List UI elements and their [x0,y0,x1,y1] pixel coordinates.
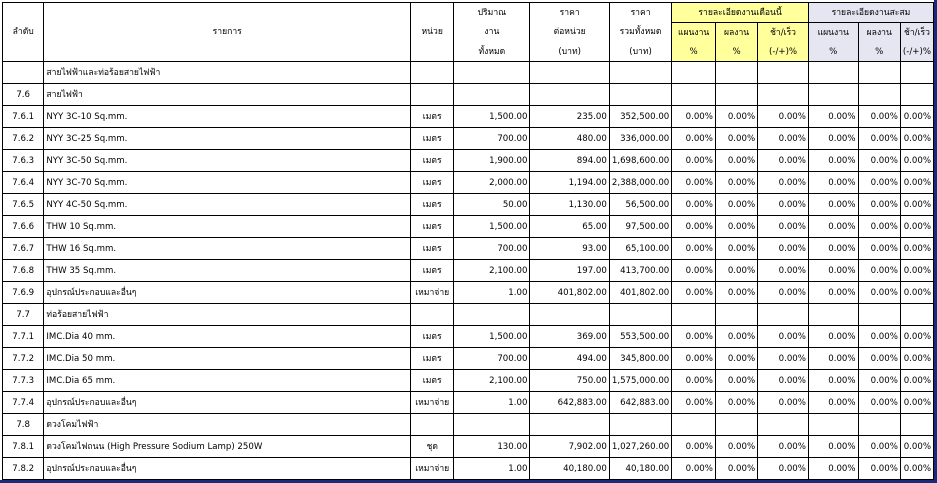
empty-cell [454,414,530,436]
month-diff-cell: 0.00% [758,260,809,282]
month-result-cell: 0.00% [715,326,757,348]
header-unit: หน่วย [411,3,454,62]
qty-cell: 2,100.00 [454,260,530,282]
header-price-3: (บาท) [530,42,609,62]
row-number: 7.6.3 [3,150,44,172]
row-number: 7.8 [3,414,44,436]
empty-cell [900,414,933,436]
month-plan-cell: 0.00% [672,348,716,370]
unit-price-cell: 1,130.00 [530,194,609,216]
month-plan-cell: 0.00% [672,238,716,260]
unit-price-cell: 7,902.00 [530,436,609,458]
row-number: 7.7.3 [3,370,44,392]
month-result-cell: 0.00% [715,370,757,392]
item-name: NYY 3C-70 Sq.mm. [44,172,411,194]
qty-cell: 1.00 [454,392,530,414]
cum-diff-cell: 0.00% [900,238,933,260]
month-diff-cell: 0.00% [758,106,809,128]
unit-cell: ชุด [411,436,454,458]
month-plan-cell: 0.00% [672,326,716,348]
cum-result-cell: 0.00% [858,458,900,480]
row-number: 7.7 [3,304,44,326]
month-plan-cell: 0.00% [672,172,716,194]
qty-cell: 1.00 [454,282,530,304]
qty-cell: 2,000.00 [454,172,530,194]
item-name: NYY 3C-10 Sq.mm. [44,106,411,128]
unit-price-cell: 480.00 [530,128,609,150]
group-row [3,84,934,106]
empty-cell [411,414,454,436]
unit-cell: เหมาจ่าย [411,458,454,480]
group-title: ท่อร้อยสายไฟฟ้า [44,304,411,326]
item-name: IMC.Dia 50 mm. [44,348,411,370]
item-name: IMC.Dia 65 mm. [44,370,411,392]
month-diff-cell: 0.00% [758,216,809,238]
total-price-cell: 1,698,600.00 [609,150,671,172]
header-qty-2: งาน [454,23,530,43]
empty-cell [411,304,454,326]
qty-cell: 1.00 [454,458,530,480]
cum-plan-cell: 0.00% [808,128,858,150]
item-name: อุปกรณ์ประกอบและอื่นๆ [44,282,411,304]
month-plan-cell: 0.00% [672,128,716,150]
empty-cell [411,84,454,106]
cum-result-cell: 0.00% [858,282,900,304]
total-price-cell: 1,575,000.00 [609,370,671,392]
table-row [3,172,934,194]
cum-result-cell: 0.00% [858,260,900,282]
item-name: NYY 3C-25 Sq.mm. [44,128,411,150]
header-cum-plan-pct: % [808,42,858,62]
header-total-1: ราคา [609,3,671,23]
item-name: IMC.Dia 40 mm. [44,326,411,348]
table-row [3,238,934,260]
cum-diff-cell: 0.00% [900,172,933,194]
header-month-diff-pct: (-/+)% [758,42,809,62]
row-number: 7.8.2 [3,458,44,480]
empty-cell [900,84,933,106]
total-price-cell: 401,802.00 [609,282,671,304]
empty-cell [715,304,757,326]
total-price-cell: 352,500.00 [609,106,671,128]
group-row [3,304,934,326]
empty-cell [454,84,530,106]
month-diff-cell: 0.00% [758,172,809,194]
item-name: อุปกรณ์ประกอบและอื่นๆ [44,458,411,480]
month-diff-cell: 0.00% [758,436,809,458]
table-row [3,260,934,282]
qty-cell: 130.00 [454,436,530,458]
cum-diff-cell: 0.00% [900,458,933,480]
empty-cell [758,304,809,326]
cum-result-cell: 0.00% [858,216,900,238]
month-diff-cell: 0.00% [758,238,809,260]
header-item: รายการ [44,3,411,62]
empty-cell [715,84,757,106]
month-result-cell: 0.00% [715,194,757,216]
cum-plan-cell: 0.00% [808,392,858,414]
table-row [3,282,934,304]
cum-plan-cell: 0.00% [808,216,858,238]
month-result-cell: 0.00% [715,348,757,370]
cum-diff-cell: 0.00% [900,128,933,150]
unit-price-cell: 197.00 [530,260,609,282]
unit-price-cell: 894.00 [530,150,609,172]
header-cum-plan: แผนงาน [808,23,858,43]
unit-cell: เมตร [411,326,454,348]
cum-result-cell: 0.00% [858,238,900,260]
header-month-result: ผลงาน [715,23,757,43]
unit-price-cell: 494.00 [530,348,609,370]
month-result-cell: 0.00% [715,216,757,238]
progress-table [2,2,934,480]
unit-cell: เมตร [411,348,454,370]
month-diff-cell: 0.00% [758,282,809,304]
total-price-cell: 65,100.00 [609,238,671,260]
month-result-cell: 0.00% [715,128,757,150]
empty-cell [530,304,609,326]
cum-diff-cell: 0.00% [900,194,933,216]
month-diff-cell: 0.00% [758,392,809,414]
table-row [3,194,934,216]
header-cum-diff-pct: (-/+)% [900,42,933,62]
unit-price-cell: 369.00 [530,326,609,348]
total-price-cell: 1,027,260.00 [609,436,671,458]
empty-cell [609,304,671,326]
cum-result-cell: 0.00% [858,106,900,128]
month-diff-cell: 0.00% [758,348,809,370]
header-cum-result-pct: % [858,42,900,62]
table-row [3,128,934,150]
cum-result-cell: 0.00% [858,172,900,194]
unit-price-cell: 40,180.00 [530,458,609,480]
header-month-plan-pct: % [672,42,716,62]
item-name: ดวงโคมไฟถนน (High Pressure Sodium Lamp) 250W [44,436,411,458]
empty-cell [454,304,530,326]
cum-plan-cell: 0.00% [808,326,858,348]
item-name: THW 35 Sq.mm. [44,260,411,282]
table-row [3,458,934,480]
unit-price-cell: 642,883.00 [530,392,609,414]
unit-price-cell: 401,802.00 [530,282,609,304]
empty-cell [609,414,671,436]
table-row [3,326,934,348]
cum-plan-cell: 0.00% [808,458,858,480]
month-plan-cell: 0.00% [672,458,716,480]
cum-result-cell: 0.00% [858,150,900,172]
row-number: 7.6 [3,84,44,106]
empty-cell [808,84,858,106]
table-row [3,106,934,128]
cum-diff-cell: 0.00% [900,106,933,128]
qty-cell: 700.00 [454,348,530,370]
row-number: 7.6.5 [3,194,44,216]
cum-result-cell: 0.00% [858,392,900,414]
unit-cell: เมตร [411,106,454,128]
qty-cell: 1,500.00 [454,106,530,128]
month-result-cell: 0.00% [715,150,757,172]
empty-cell [808,304,858,326]
month-result-cell: 0.00% [715,260,757,282]
empty-cell [858,84,900,106]
qty-cell: 1,500.00 [454,216,530,238]
row-number: 7.6.6 [3,216,44,238]
header-month-plan: แผนงาน [672,23,716,43]
month-diff-cell: 0.00% [758,128,809,150]
row-number: 7.6.7 [3,238,44,260]
cum-diff-cell: 0.00% [900,392,933,414]
row-number: 7.8.1 [3,436,44,458]
qty-cell: 50.00 [454,194,530,216]
qty-cell: 700.00 [454,128,530,150]
total-price-cell: 40,180.00 [609,458,671,480]
month-plan-cell: 0.00% [672,106,716,128]
table-row [3,436,934,458]
cum-diff-cell: 0.00% [900,436,933,458]
month-result-cell: 0.00% [715,238,757,260]
table-row [3,370,934,392]
cum-diff-cell: 0.00% [900,260,933,282]
cum-plan-cell: 0.00% [808,238,858,260]
header-qty-3: ทั้งหมด [454,42,530,62]
unit-cell: เมตร [411,172,454,194]
header-cum-result: ผลงาน [858,23,900,43]
cum-result-cell: 0.00% [858,326,900,348]
month-diff-cell: 0.00% [758,370,809,392]
unit-cell: เมตร [411,238,454,260]
month-result-cell: 0.00% [715,458,757,480]
empty-cell [758,84,809,106]
total-price-cell: 553,500.00 [609,326,671,348]
month-plan-cell: 0.00% [672,260,716,282]
month-diff-cell: 0.00% [758,150,809,172]
item-name: NYY 3C-50 Sq.mm. [44,150,411,172]
empty-cell [530,414,609,436]
cum-diff-cell: 0.00% [900,216,933,238]
total-price-cell: 336,000.00 [609,128,671,150]
qty-cell: 1,900.00 [454,150,530,172]
month-plan-cell: 0.00% [672,392,716,414]
unit-cell: เหมาจ่าย [411,282,454,304]
month-diff-cell: 0.00% [758,326,809,348]
qty-cell: 1,500.00 [454,326,530,348]
empty-cell [758,414,809,436]
table-row [3,216,934,238]
row-number: 7.6.8 [3,260,44,282]
total-price-cell: 56,500.00 [609,194,671,216]
cum-result-cell: 0.00% [858,348,900,370]
header-month-result-pct: % [715,42,757,62]
header-qty-1: ปริมาณ [454,3,530,23]
item-name: THW 16 Sq.mm. [44,238,411,260]
group-row [3,414,934,436]
cum-diff-cell: 0.00% [900,150,933,172]
empty-cell [672,304,716,326]
total-price-cell: 2,388,000.00 [609,172,671,194]
cum-plan-cell: 0.00% [808,194,858,216]
section-row [3,62,934,84]
row-number: 7.7.1 [3,326,44,348]
qty-cell: 2,100.00 [454,370,530,392]
header-no: ลำดับ [3,3,44,62]
total-price-cell: 97,500.00 [609,216,671,238]
cum-result-cell: 0.00% [858,370,900,392]
month-plan-cell: 0.00% [672,282,716,304]
empty-cell [808,414,858,436]
cum-plan-cell: 0.00% [808,106,858,128]
month-plan-cell: 0.00% [672,150,716,172]
unit-price-cell: 93.00 [530,238,609,260]
unit-cell: เมตร [411,216,454,238]
total-price-cell: 345,800.00 [609,348,671,370]
unit-price-cell: 1,194.00 [530,172,609,194]
header-cum-diff: ช้า/เร็ว [900,23,933,43]
unit-price-cell: 750.00 [530,370,609,392]
cum-plan-cell: 0.00% [808,436,858,458]
unit-cell: เมตร [411,194,454,216]
header-price-1: ราคา [530,3,609,23]
empty-cell [858,414,900,436]
unit-cell: เหมาจ่าย [411,392,454,414]
table-row [3,150,934,172]
cum-diff-cell: 0.00% [900,348,933,370]
table-row [3,392,934,414]
row-number: 7.6.9 [3,282,44,304]
cum-plan-cell: 0.00% [808,348,858,370]
cum-plan-cell: 0.00% [808,282,858,304]
header-total-3: (บาท) [609,42,671,62]
month-plan-cell: 0.00% [672,436,716,458]
unit-price-cell: 235.00 [530,106,609,128]
cum-result-cell: 0.00% [858,128,900,150]
qty-cell: 700.00 [454,238,530,260]
row-number: 7.6.4 [3,172,44,194]
month-result-cell: 0.00% [715,392,757,414]
section-title: สายไฟฟ้าและท่อร้อยสายไฟฟ้า [44,62,411,84]
month-result-cell: 0.00% [715,172,757,194]
unit-cell: เมตร [411,150,454,172]
cum-result-cell: 0.00% [858,436,900,458]
cum-plan-cell: 0.00% [808,370,858,392]
empty-cell [900,304,933,326]
cum-diff-cell: 0.00% [900,282,933,304]
month-diff-cell: 0.00% [758,194,809,216]
table-row [3,348,934,370]
header-group-month: รายละเอียดงานเดือนนี้ [672,3,809,23]
empty-cell [715,414,757,436]
item-name: THW 10 Sq.mm. [44,216,411,238]
total-price-cell: 642,883.00 [609,392,671,414]
empty-cell [858,304,900,326]
cum-plan-cell: 0.00% [808,172,858,194]
month-plan-cell: 0.00% [672,370,716,392]
month-result-cell: 0.00% [715,106,757,128]
unit-cell: เมตร [411,260,454,282]
month-diff-cell: 0.00% [758,458,809,480]
header-group-cumulative: รายละเอียดงานสะสม [808,3,933,23]
month-plan-cell: 0.00% [672,216,716,238]
empty-cell [672,84,716,106]
item-name: NYY 4C-50 Sq.mm. [44,194,411,216]
cum-plan-cell: 0.00% [808,150,858,172]
header-month-diff: ช้า/เร็ว [758,23,809,43]
unit-price-cell: 65.00 [530,216,609,238]
unit-cell: เมตร [411,370,454,392]
cum-result-cell: 0.00% [858,194,900,216]
cum-plan-cell: 0.00% [808,260,858,282]
row-number: 7.7.2 [3,348,44,370]
row-number: 7.6.1 [3,106,44,128]
cum-diff-cell: 0.00% [900,370,933,392]
row-number: 7.7.4 [3,392,44,414]
unit-cell: เมตร [411,128,454,150]
empty-cell [609,84,671,106]
empty-cell [672,414,716,436]
month-plan-cell: 0.00% [672,194,716,216]
month-result-cell: 0.00% [715,436,757,458]
item-name: อุปกรณ์ประกอบและอื่นๆ [44,392,411,414]
empty-cell [530,84,609,106]
header-price-2: ต่อหน่วย [530,23,609,43]
cum-diff-cell: 0.00% [900,326,933,348]
group-title: สายไฟฟ้า [44,84,411,106]
group-title: ดวงโคมไฟฟ้า [44,414,411,436]
header-total-2: รวมทั้งหมด [609,23,671,43]
month-result-cell: 0.00% [715,282,757,304]
row-number: 7.6.2 [3,128,44,150]
total-price-cell: 413,700.00 [609,260,671,282]
